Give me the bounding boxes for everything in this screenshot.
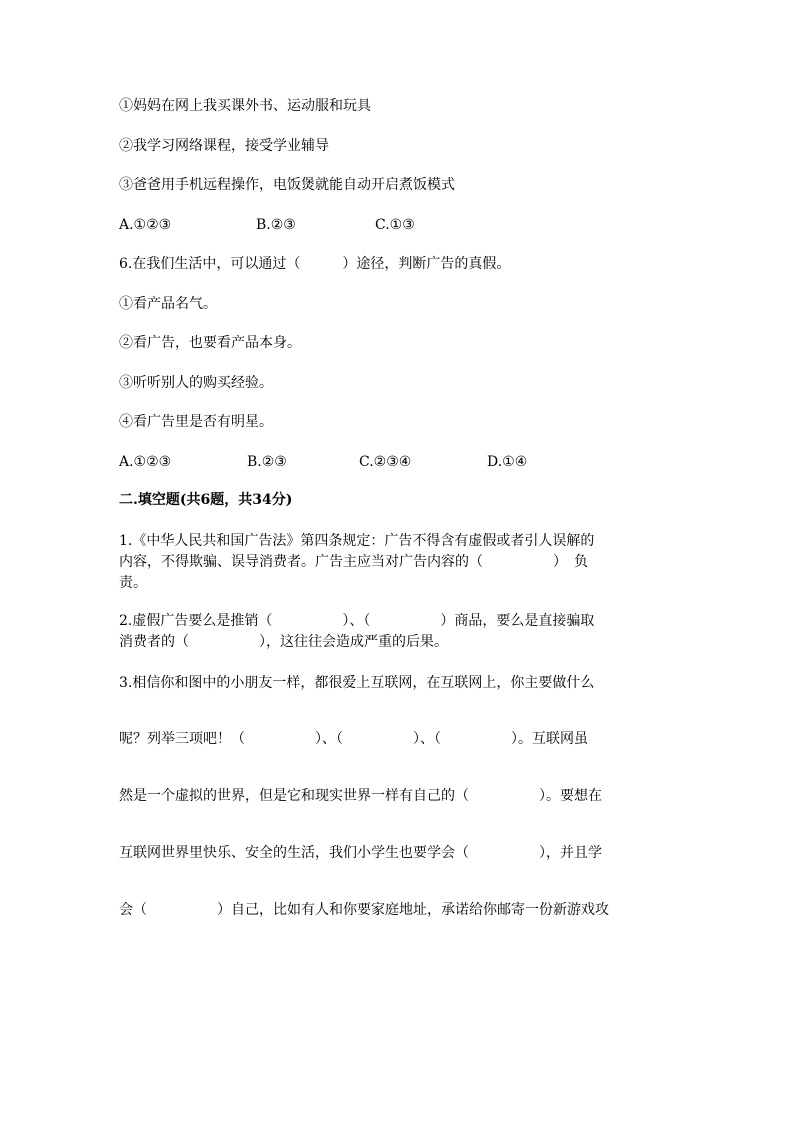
fill-3-line-2: 呢？列举三项吧！（ ）、（ ）、（ ）。互联网虽 [119, 731, 588, 747]
fill-2-line-2: 消费者的（ ），这往往会造成严重的后果。 [119, 634, 448, 650]
question-6-item-2: ②看广告，也要看产品本身。 [119, 335, 301, 351]
fill-3-line-1: 3.相信你和图中的小朋友一样，都很爱上互联网，在互联网上，你主要做什么 [119, 675, 595, 691]
item-line-2: ②我学习网络课程，接受学业辅导 [119, 138, 329, 154]
fill-3-line-4: 互联网世界里快乐、安全的生活，我们小学生也要学会（ ），并且学 [119, 845, 602, 861]
question-6-item-1: ①看产品名气。 [119, 296, 217, 312]
question-6-option-d: D.①④ [487, 454, 528, 470]
section-heading: 二.填空题(共6题，共34分) [119, 492, 293, 508]
fill-3-line-3: 然是一个虚拟的世界，但是它和现实世界一样有自己的（ ）。要想在 [119, 788, 602, 804]
fill-1-line-1: 1.《中华人民共和国广告法》第四条规定：广告不得含有虚假或者引人误解的 [119, 533, 595, 549]
item-line-3: ③爸爸用手机远程操作，电饭煲就能自动开启煮饭模式 [119, 177, 455, 193]
item-line-1: ①妈妈在网上我买课外书、运动服和玩具 [119, 98, 371, 114]
question-6-option-c: C.②③④ [359, 454, 412, 470]
option-b: B.②③ [256, 217, 296, 233]
fill-2-line-1: 2.虚假广告要么是推销（ ）、（ ）商品，要么是直接骗取 [119, 613, 595, 629]
fill-1-line-2: 内容，不得欺骗、误导消费者。广告主应当对广告内容的（ ） 负 [119, 554, 588, 570]
fill-1-line-3: 责。 [119, 575, 147, 591]
question-6-item-3: ③听听别人的购买经验。 [119, 375, 273, 391]
question-6-item-4: ④看广告里是否有明星。 [119, 414, 273, 430]
option-a: A.①②③ [119, 217, 172, 233]
question-6-option-a: A.①②③ [119, 454, 172, 470]
fill-3-line-5: 会（ ）自己，比如有人和你要家庭地址，承诺给你邮寄一份新游戏攻 [119, 902, 609, 918]
question-6-stem: 6.在我们生活中，可以通过（ ）途径，判断广告的真假。 [119, 256, 511, 272]
option-c: C.①③ [375, 217, 415, 233]
question-6-option-b: B.②③ [247, 454, 287, 470]
